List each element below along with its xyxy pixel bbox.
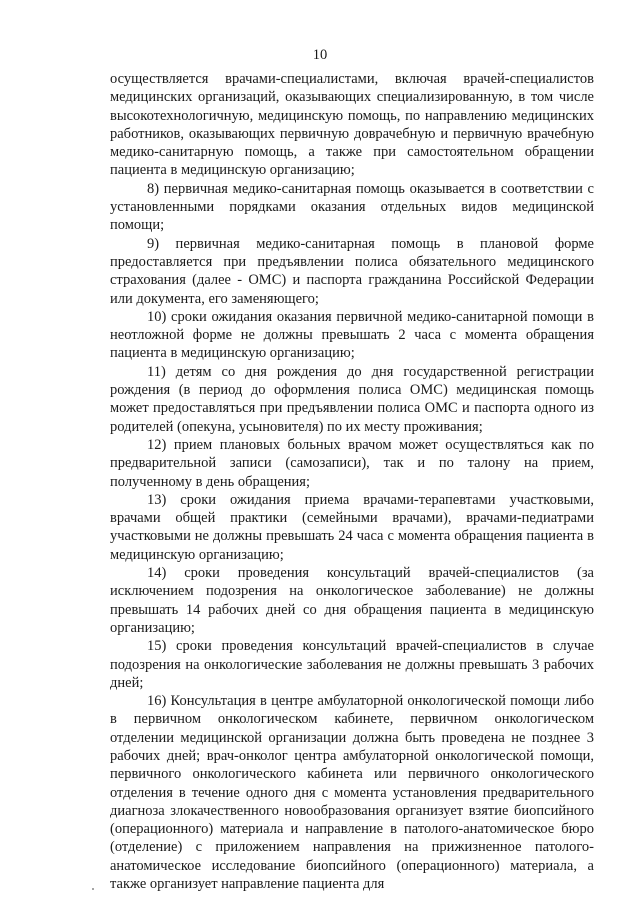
scan-speck [92, 888, 94, 890]
paragraph-item-12: 12) прием плановых больных врачом может осуществляться как по предварительной записи (самозаписи), так и по талону на прием, полученному в день обращения; [110, 436, 594, 490]
paragraph-item-13: 13) сроки ожидания приема врачами-терапевтами участковыми, врачами общей практики (семейными врачами), врачами-педиатрами участковыми не должны превышать 24 часа с момента обращения пациента в медицинскую организацию; [110, 491, 594, 563]
paragraph-item-16: 16) Консультация в центре амбулаторной онкологической помощи либо в первичном онкологическом кабинете, первичном онкологическом отделении медицинской организации должна быть проведена не позднее 3 рабочих дней; врач-онколог центра амбулаторной онкологической помощи, первичного онкологического кабинета или первичного онкологического отделения в течение одного дня с момента установления предварительного диагноза злокачественного новообразования организует взятие биопсийного (операционного) материала и направление в патолого-анатомическое бюро (отделение) с приложением направления на прижизненное патолого-анатомическое исследование биопсийного (операционного) материала, а также организует направление пациента для [110, 693, 594, 893]
paragraph-continuation: осуществляется врачами-специалистами, включая врачей-специалистов медицинских организаций, оказывающих специализированную, в том числе высокотехнологичную, медицинскую помощь, по направлению медицинских работников, оказывающих первичную доврачебную и первичную врачебную медико-санитарную помощь, а также при самостоятельном обращении пациента в медицинскую организацию; [110, 71, 594, 179]
paragraph-item-11: 11) детям со дня рождения до дня государственной регистрации рождения (в период до оформления полиса ОМС) медицинская помощь может предоставляться при предъявлении полиса ОМС и паспорта одного из родителей (опекуна, усыновителя) по их месту проживания; [110, 363, 594, 435]
paragraph-item-14: 14) сроки проведения консультаций врачей-специалистов (за исключением подозрения на онкологическое заболевание) не должны превышать 14 рабочих дней со дня обращения пациента в медицинскую организацию; [110, 565, 594, 636]
paragraph-item-10: 10) сроки ожидания оказания первичной медико-санитарной помощи в неотложной форме не должны превышать 2 часа с момента обращения пациента в медицинскую организацию; [110, 308, 594, 362]
page-number: 10 [312, 47, 328, 63]
paragraph-item-8: 8) первичная медико-санитарная помощь оказывается в соответствии с установленными порядками оказания отдельных видов медицинской помощи; [110, 180, 594, 234]
paragraph-item-9: 9) первичная медико-санитарная помощь в плановой форме предоставляется при предъявлении полиса обязательного медицинского страхования (далее - ОМС) и паспорта гражданина Российской Федерации или документа, его заменяющего; [110, 235, 594, 307]
document-body [110, 70, 594, 893]
paragraph-item-15: 15) сроки проведения консультаций врачей-специалистов в случае подозрения на онкологические заболевания не должны превышать 3 рабочих дней; [110, 638, 594, 691]
